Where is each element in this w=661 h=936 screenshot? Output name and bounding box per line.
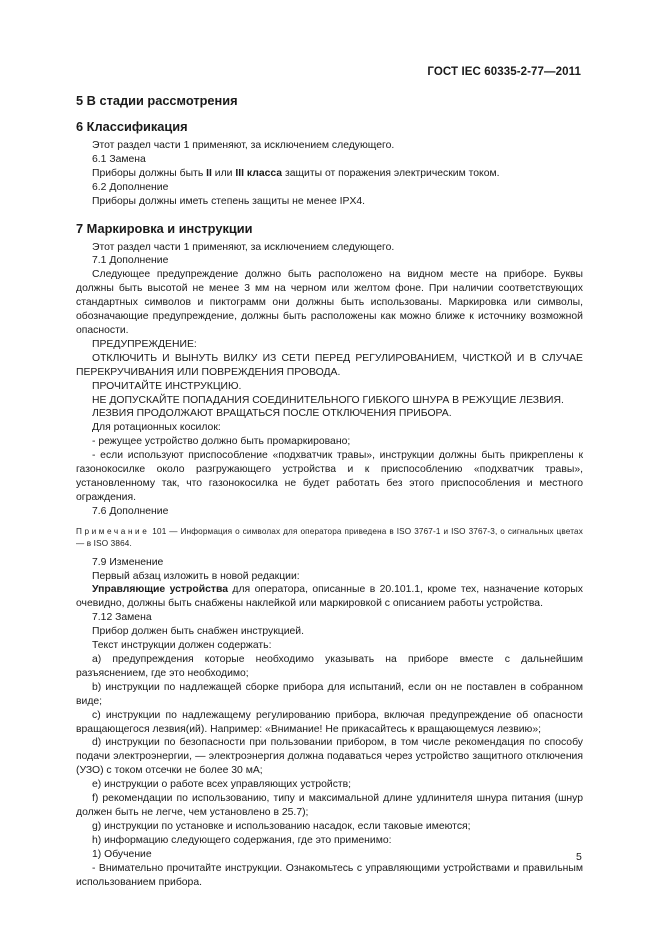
note-label: Примечание	[76, 526, 150, 536]
list-item: a) предупреждения которые необходимо указывать на приборе вместе с дальнейшим разъяснением, где это необходимо;	[76, 654, 583, 679]
list-item: - если используют приспособление «подхватчик травы», инструкции должны быть прикреплены к газонокосилке около разгружающего устройства и к приспособлению «подхватчик травы», установленному так, что газонокосилка не будет работать без этого приспособления и местного ограждения.	[76, 450, 583, 503]
paragraph: Текст инструкции должен содержать:	[92, 640, 272, 652]
clause-7-12: 7.12 Замена	[92, 612, 152, 624]
page-number: 5	[576, 851, 582, 863]
list-item: h) информацию следующего содержания, где это применимо:	[92, 834, 392, 846]
paragraph: Этот раздел части 1 применяют, за исключением следующего.	[92, 241, 395, 253]
list-item: - режущее устройство должно быть промаркировано;	[92, 436, 351, 448]
section-6-heading: 6 Классификация	[76, 119, 188, 134]
list-item: - Внимательно прочитайте инструкции. Ознакомьтесь с управляющими устройствами и правильным использованием прибора.	[76, 862, 583, 888]
clause-6-2: 6.2 Дополнение	[92, 181, 169, 193]
document-body	[76, 93, 583, 889]
note: Примечание 101 — Информация о символах для оператора приведена в ISO 3767-1 и ISO 3767-3, о сигнальных цветах — в ISO 3864.	[76, 526, 583, 548]
clause-6-1: 6.1 Замена	[92, 153, 146, 165]
clause-7-6: 7.6 Дополнение	[92, 505, 169, 517]
warning-line: НЕ ДОПУСКАЙТЕ ПОПАДАНИЯ СОЕДИНИТЕЛЬНОГО ГИБКОГО ШНУРА В РЕЖУЩИЕ ЛЕЗВИЯ.	[92, 394, 564, 406]
warning-line: ЛЕЗВИЯ ПРОДОЛЖАЮТ ВРАЩАТЬСЯ ПОСЛЕ ОТКЛЮЧЕНИЯ ПРИБОРА.	[92, 408, 452, 420]
warning-line: ОТКЛЮЧИТЬ И ВЫНУТЬ ВИЛКУ ИЗ СЕТИ ПЕРЕД РЕГУЛИРОВАНИЕМ, ЧИСТКОЙ И В СЛУЧАЕ ПЕРЕКРУЧИВАНИЯ ИЛИ ПОВРЕЖДЕНИЯ ПРОВОДА.	[76, 352, 583, 378]
clause-7-9: 7.9 Изменение	[92, 556, 164, 568]
paragraph: Управляющие устройства для оператора, описанные в 20.101.1, кроме тех, назначение которых очевидно, должны быть снабжены наклейкой или маркировкой с описанием работы устройства.	[76, 584, 583, 610]
paragraph: Следующее предупреждение должно быть расположено на видном месте на приборе. Буквы должны быть высотой не менее 3 мм на черном или желтом фоне. При наличии соответствующих стандартных символов и пиктограмм они должны быть использованы. Маркировка или символы, обозначающие предупреждение, должны быть расположены как можно ближе к источнику возможной опасности.	[76, 269, 583, 336]
paragraph: Прибор должен быть снабжен инструкцией.	[92, 626, 304, 638]
paragraph: Для ротационных косилок:	[92, 422, 221, 434]
list-item: 1) Обучение	[92, 848, 152, 860]
section-5-heading: 5 В стадии рассмотрения	[76, 93, 238, 108]
list-item: g) инструкции по установке и использованию насадок, если таковые имеются;	[92, 820, 471, 832]
warning-line: ПРЕДУПРЕЖДЕНИЕ:	[92, 338, 197, 350]
paragraph: Этот раздел части 1 применяют, за исключением следующего.	[92, 140, 395, 151]
list-item: e) инструкции о работе всех управляющих устройств;	[92, 779, 352, 791]
list-item: d) инструкции по безопасности при пользовании прибором, в том числе рекомендация по способу подачи электроэнергии, — электроэнергия должна подаваться через устройство защитного отключения (УЗО) с током отсечки не более 30 мА;	[76, 737, 583, 777]
paragraph: Приборы должны быть II или III класса защиты от поражения электрическим током.	[92, 167, 500, 179]
list-item: f) рекомендации по использованию, типу и максимальной длине удлинителя шнура питания (шнур должен быть не легче, чем установлено в 25.7);	[76, 793, 583, 818]
paragraph: Первый абзац изложить в новой редакции:	[92, 570, 300, 582]
clause-7-1: 7.1 Дополнение	[92, 255, 169, 267]
list-item: b) инструкции по надлежащей сборке прибора для испытаний, если он не поставлен в собранном виде;	[76, 681, 583, 707]
warning-line: ПРОЧИТАЙТЕ ИНСТРУКЦИЮ.	[92, 380, 242, 392]
list-item: c) инструкции по надлежащему регулированию прибора, включая предупреждение об опасности вращающегося лезвия(ий). Например: «Внимание! Не прикасайтесь к вращающемуся лезвию»;	[76, 709, 583, 735]
document-header: ГОСТ IEC 60335-2-77—2011	[427, 66, 581, 78]
paragraph: Приборы должны иметь степень защиты не менее IPX4.	[92, 195, 366, 207]
section-7-heading: 7 Маркировка и инструкции	[76, 220, 253, 236]
